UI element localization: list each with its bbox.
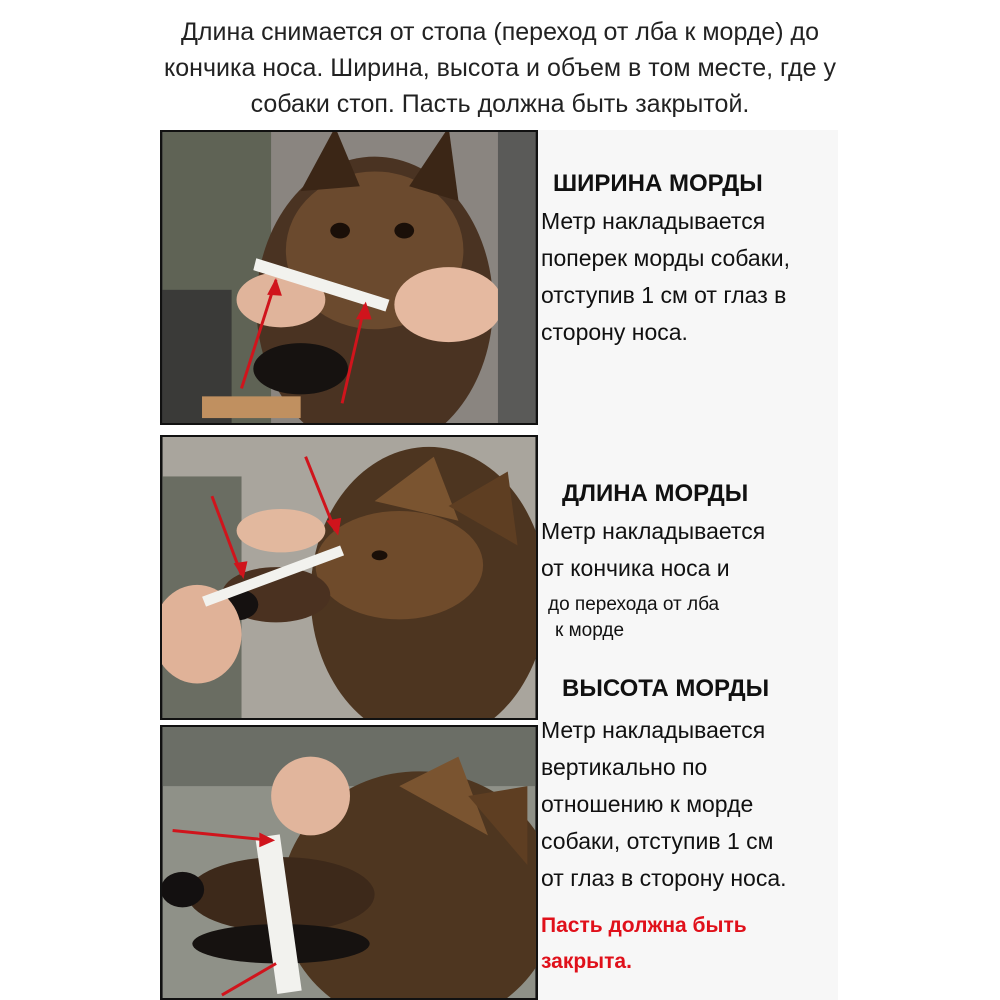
text-line: до перехода от лба <box>548 594 720 615</box>
photo-muzzle-length <box>160 435 538 720</box>
intro-line-3: собаки стоп. Пасть должна быть закрытой. <box>250 90 750 118</box>
text-line: поперек морды собаки, <box>541 245 791 271</box>
photo-muzzle-height <box>160 725 538 1000</box>
heading-muzzle-height: ВЫСОТА МОРДЫ <box>562 675 770 702</box>
text-muzzle-height <box>541 712 831 897</box>
text-line: отношению к морде <box>541 791 754 817</box>
photo-muzzle-width-illustration <box>162 132 536 423</box>
heading-muzzle-length: ДЛИНА МОРДЫ <box>562 480 749 507</box>
text-line: от глаз в сторону носа. <box>541 865 787 891</box>
heading-muzzle-width: ШИРИНА МОРДЫ <box>553 170 763 197</box>
intro-line-1: Длина снимается от стопа (переход от лба к морде) до <box>180 18 820 46</box>
warning-line: закрыта. <box>541 950 632 973</box>
photo-muzzle-length-illustration <box>162 437 536 718</box>
photo-muzzle-height-illustration <box>162 727 536 998</box>
text-line: Метр накладывается <box>541 717 766 743</box>
text-line: Метр накладывается <box>541 518 766 544</box>
photo-muzzle-width <box>160 130 538 425</box>
text-muzzle-length <box>541 513 831 587</box>
intro-text <box>130 14 870 122</box>
text-line: отступив 1 см от глаз в <box>541 282 787 308</box>
text-line: собаки, отступив 1 см <box>541 828 774 854</box>
text-line: к морде <box>555 620 625 641</box>
warning-mouth-closed <box>541 908 831 980</box>
text-line: от кончика носа и <box>541 555 730 581</box>
intro-line-2: кончика носа. Ширина, высота и объем в том месте, где у <box>164 54 836 82</box>
text-muzzle-length-note <box>548 592 838 644</box>
warning-line: Пасть должна быть <box>541 914 747 937</box>
text-line: Метр накладывается <box>541 208 766 234</box>
text-muzzle-width <box>541 203 831 351</box>
text-line: сторону носа. <box>541 319 688 345</box>
text-line: вертикально по <box>541 754 708 780</box>
